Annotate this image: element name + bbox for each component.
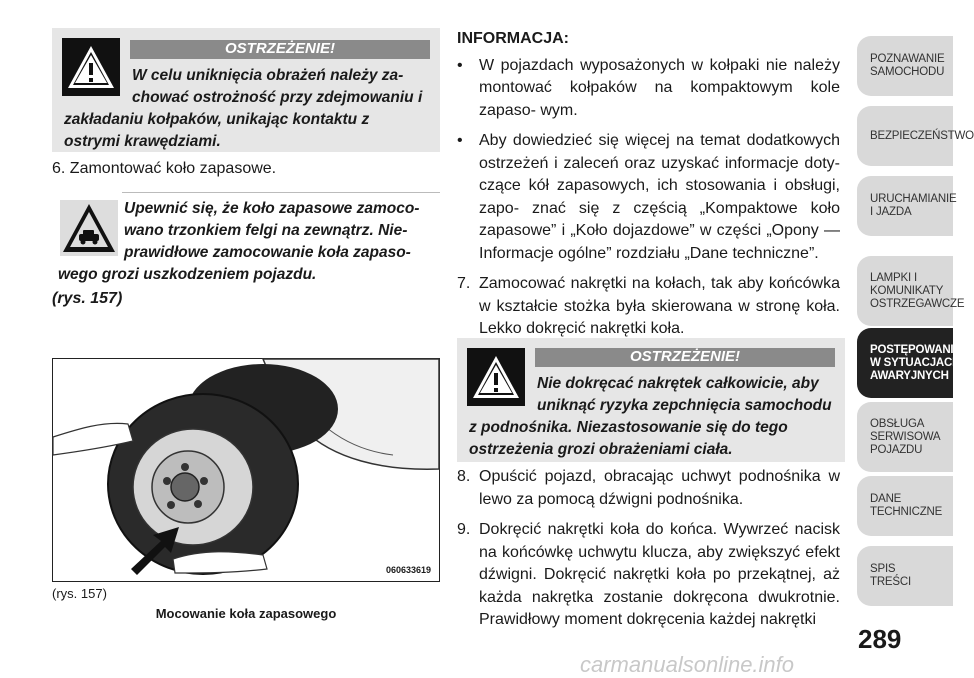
warning-triangle-icon (467, 348, 525, 406)
warning-title: OSTRZEŻENIE! (130, 40, 430, 59)
warning-triangle-icon (62, 38, 120, 96)
warning-text-line: ostrzeżenia grozi obrażeniami ciała. (469, 441, 733, 458)
sidebar-item-label: SPIS TREŚCI (870, 563, 911, 588)
sidebar-item-getting-to-know[interactable] (857, 36, 953, 96)
step-number: 8. (457, 468, 471, 485)
sidebar-item-label: OBSŁUGA SERWISOWA POJAZDU (870, 417, 941, 456)
info-section (457, 28, 840, 349)
spare-wheel-illustration (52, 358, 440, 582)
sidebar-item-safety[interactable] (857, 106, 974, 166)
sidebar-item-maintenance[interactable] (857, 402, 953, 472)
caution-text-line: prawidłowe zamocowanie koła zapaso- (124, 244, 411, 261)
watermark: carmanualsonline.info (580, 652, 795, 677)
page-number: 289 (858, 624, 902, 654)
warning-text-line: z podnośnika. Niezastosowanie się do tego (469, 419, 788, 436)
step-7 (457, 273, 840, 341)
step-text: Zamocować nakrętki na kołach, tak aby końcówka w kształcie stożka była skierowana w stronę koła. Lekko dokręcić nakrętki koła. (479, 275, 840, 337)
info-bullet-text: W pojazdach wyposażonych w kołpaki nie należy montować kołpaków na kompaktowym kole zapaso- wym. (479, 56, 840, 119)
info-heading: INFORMACJA: (457, 30, 569, 47)
bullet-icon: • (457, 56, 463, 74)
sidebar-item-label: POZNAWANIE SAMOCHODU (870, 53, 945, 78)
caution-box (52, 192, 440, 286)
step-9 (457, 519, 840, 632)
sidebar-item-emergencies[interactable] (857, 328, 961, 398)
info-bullet (457, 130, 840, 265)
step-number: 7. (457, 275, 471, 292)
info-bullet (457, 55, 840, 123)
sidebar-item-label: URUCHAMIANIE I JAZDA (870, 193, 957, 218)
warning-text-line: uniknąć ryzyka zepchnięcia samochodu (537, 397, 832, 414)
caution-text-line: wano trzonkiem felgi na zewnątrz. Nie- (124, 222, 408, 239)
step-8 (457, 466, 840, 511)
sidebar-item-label: LAMPKI I KOMUNIKATY OSTRZEGAWCZE (870, 271, 965, 310)
step-number: 9. (457, 521, 471, 538)
caution-line (122, 192, 440, 193)
sidebar-item-label: POSTĘPOWANIE W SYTUACJACH AWARYJNYCH (870, 343, 961, 382)
figure-reference: (rys. 157) (52, 290, 123, 307)
sidebar-item-index[interactable] (857, 546, 953, 606)
sidebar-item-label: BEZPIECZEŃSTWO (870, 129, 974, 142)
warning-text-line: W celu uniknięcia obrażeń należy za- (132, 67, 404, 84)
sidebar-item-technical-data[interactable] (857, 476, 953, 536)
steps-continued (457, 466, 840, 640)
warning-text-line: chować ostrożność przy zdejmowaniu i (132, 89, 423, 106)
caution-text-line: Upewnić się, że koło zapasowe zamoco- (124, 200, 420, 217)
warning-box (52, 28, 440, 152)
warning-text-line: ostrymi krawędziami. (64, 133, 221, 150)
sidebar-item-label: DANE TECHNICZNE (870, 493, 943, 518)
warning-box (457, 338, 845, 462)
warning-text-line: Nie dokręcać nakrętek całkowicie, aby (537, 375, 819, 392)
warning-text-line: zakładaniu kołpaków, unikając kontaktu z (64, 111, 370, 128)
sidebar-item-starting-driving[interactable] (857, 176, 957, 236)
step-text: Opuścić pojazd, obracając uchwyt podnośnika w lewo za pomocą dźwigni podnośnika. (479, 468, 840, 508)
sidebar-item-warning-lights[interactable] (857, 256, 965, 326)
figure-caption-ref: (rys. 157) (52, 586, 107, 601)
warning-title: OSTRZEŻENIE! (535, 348, 835, 367)
figure-caption: Mocowanie koła zapasowego (155, 606, 337, 621)
bullet-icon: • (457, 132, 463, 149)
figure-code: 060633619 (385, 565, 431, 575)
info-bullet-text: Aby dowiedzieć się więcej na temat dodatkowych ostrzeżeń i zaleceń oraz uzyskać informacje doty- czące kół zapasowych, ich stosowania i obsługi, zapo- znać się z częścią „Kompaktowe koło zapasowe” i „Koło dojazdowe” w części „Opony — Informacje ogólne” rozdziału „Dane techniczne”. (479, 132, 840, 262)
vehicle-caution-icon (60, 200, 118, 256)
step-text: Dokręcić nakrętki koła do końca. Wywrzeć nacisk na końcówkę uchwytu klucza, aby zwiększyć efekt dźwigni. Dokręcić nakrętki koła po przekątnej, aż każda nakrętka zostanie dokręcona dwukrotnie. Prawidłowy moment dokręcenia każdej nakrętki (479, 521, 840, 628)
caution-text-line: wego grozi uszkodzeniem pojazdu. (58, 266, 317, 283)
step-6: 6. Zamontować koło zapasowe. (52, 160, 277, 177)
